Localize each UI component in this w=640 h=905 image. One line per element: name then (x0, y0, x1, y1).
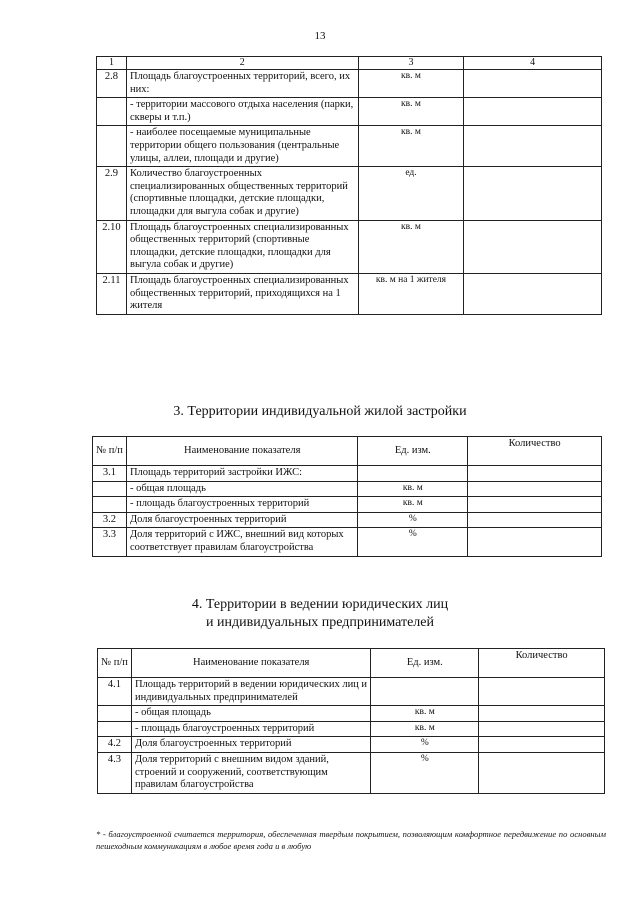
table-row (93, 512, 602, 528)
row-number: 3.3 (93, 528, 127, 556)
value-cell (468, 481, 602, 497)
table-row (98, 678, 605, 706)
table-row (97, 126, 602, 167)
row-number (93, 481, 127, 497)
value-cell (468, 466, 602, 482)
table-row (97, 273, 602, 314)
indicators-table-section-4 (97, 648, 605, 794)
column-header-name: Наименование показателя (126, 437, 358, 466)
section-4-title (0, 596, 640, 631)
unit-cell: % (371, 752, 479, 793)
row-number: 2.10 (97, 220, 127, 273)
indicator-name: Доля благоустроенных территорий (126, 512, 358, 528)
table-header-row (97, 57, 602, 70)
column-header: 2 (126, 57, 358, 70)
row-number: 2.9 (97, 167, 127, 220)
column-header: 3 (358, 57, 464, 70)
row-number: 4.1 (98, 678, 132, 706)
table-row (93, 466, 602, 482)
row-number: 4.2 (98, 737, 132, 753)
column-header-number: № п/п (98, 649, 132, 678)
indicators-table-section-2 (96, 56, 602, 315)
section-4-title-line-1: 4. Территории в ведении юридических лиц (191, 597, 449, 612)
unit-cell (371, 678, 479, 706)
unit-cell: кв. м (371, 706, 479, 722)
table-row (97, 220, 602, 273)
indicator-name: Доля территорий с внешним видом зданий, строений и сооружений, соответствующим правилам благоустройства (131, 752, 371, 793)
unit-cell: % (371, 737, 479, 753)
table-header-row (98, 649, 605, 678)
row-number: 3.2 (93, 512, 127, 528)
value-cell (468, 528, 602, 556)
unit-cell: кв. м (358, 220, 464, 273)
row-number (93, 497, 127, 513)
indicator-name: - общая площадь (126, 481, 358, 497)
column-header: 1 (97, 57, 127, 70)
unit-cell: кв. м на 1 жителя (358, 273, 464, 314)
column-header-name: Наименование показателя (131, 649, 371, 678)
column-header-quantity: Количество (479, 649, 605, 678)
indicator-name: Площадь территорий застройки ИЖС: (126, 466, 358, 482)
table-header-row (93, 437, 602, 466)
unit-cell: кв. м (358, 497, 468, 513)
value-cell (464, 273, 602, 314)
table-row (97, 70, 602, 98)
indicator-name: Площадь благоустроенных территорий, всего, их них: (126, 70, 358, 98)
unit-cell: кв. м (371, 721, 479, 737)
column-header-unit: Ед. изм. (358, 437, 468, 466)
page-number: 13 (314, 30, 326, 42)
indicator-name: Площадь благоустроенных специализированных общественных территорий (спортивные площадки, детские площадки, площадки для выгула собак и другие) (126, 220, 358, 273)
table-row (93, 481, 602, 497)
unit-cell: кв. м (358, 126, 464, 167)
unit-cell: кв. м (358, 98, 464, 126)
row-number: 2.8 (97, 70, 127, 98)
indicator-name: - наиболее посещаемые муниципальные территории общего пользования (центральные улицы, аллеи, площади и другие) (126, 126, 358, 167)
section-4-title-line-2: и индивидуальных предпринимателей (206, 614, 434, 630)
row-number (98, 721, 132, 737)
row-number: 4.3 (98, 752, 132, 793)
indicator-name: Доля территорий с ИЖС, внешний вид которых соответствует правилам благоустройства (126, 528, 358, 556)
table-row (98, 706, 605, 722)
table-row (98, 752, 605, 793)
indicator-name: Доля благоустроенных территорий (131, 737, 371, 753)
value-cell (464, 220, 602, 273)
unit-cell: ед. (358, 167, 464, 220)
row-number (97, 98, 127, 126)
value-cell (479, 752, 605, 793)
section-3-title: 3. Территории индивидуальной жилой застройки (173, 404, 467, 419)
value-cell (464, 126, 602, 167)
indicator-name: Площадь благоустроенных специализированных общественных территорий, приходящихся на 1 жителя (126, 273, 358, 314)
value-cell (479, 721, 605, 737)
column-header: 4 (464, 57, 602, 70)
value-cell (468, 512, 602, 528)
value-cell (464, 70, 602, 98)
row-number: 3.1 (93, 466, 127, 482)
row-number (98, 706, 132, 722)
indicator-name: - территории массового отдыха населения (парки, скверы и т.п.) (126, 98, 358, 126)
column-header-quantity: Количество (468, 437, 602, 466)
indicator-name: - площадь благоустроенных территорий (131, 721, 371, 737)
table-row (97, 98, 602, 126)
table-row (98, 721, 605, 737)
indicator-name: Количество благоустроенных специализированных общественных территорий (спортивные площадки, детские площадки, площадки для выгула собак и другие) (126, 167, 358, 220)
column-header-number: № п/п (93, 437, 127, 466)
value-cell (468, 497, 602, 513)
unit-cell: кв. м (358, 481, 468, 497)
row-number (97, 126, 127, 167)
column-header-unit: Ед. изм. (371, 649, 479, 678)
indicator-name: - площадь благоустроенных территорий (126, 497, 358, 513)
indicators-table-section-3 (92, 436, 602, 557)
table-row (93, 497, 602, 513)
value-cell (479, 737, 605, 753)
row-number: 2.11 (97, 273, 127, 314)
table-row (98, 737, 605, 753)
indicator-name: - общая площадь (131, 706, 371, 722)
value-cell (479, 678, 605, 706)
value-cell (464, 167, 602, 220)
footnote: * - благоустроенной считается территория, обеспеченная твердым покрытием, позволяющим комфортное передвижение по основным пешеходным коммуникациям в любое время года и в любую (96, 829, 606, 851)
unit-cell: % (358, 512, 468, 528)
unit-cell (358, 466, 468, 482)
unit-cell: кв. м (358, 70, 464, 98)
unit-cell: % (358, 528, 468, 556)
value-cell (464, 98, 602, 126)
table-row (93, 528, 602, 556)
table-row (97, 167, 602, 220)
indicator-name: Площадь территорий в ведении юридических лиц и индивидуальных предпринимателей (131, 678, 371, 706)
value-cell (479, 706, 605, 722)
